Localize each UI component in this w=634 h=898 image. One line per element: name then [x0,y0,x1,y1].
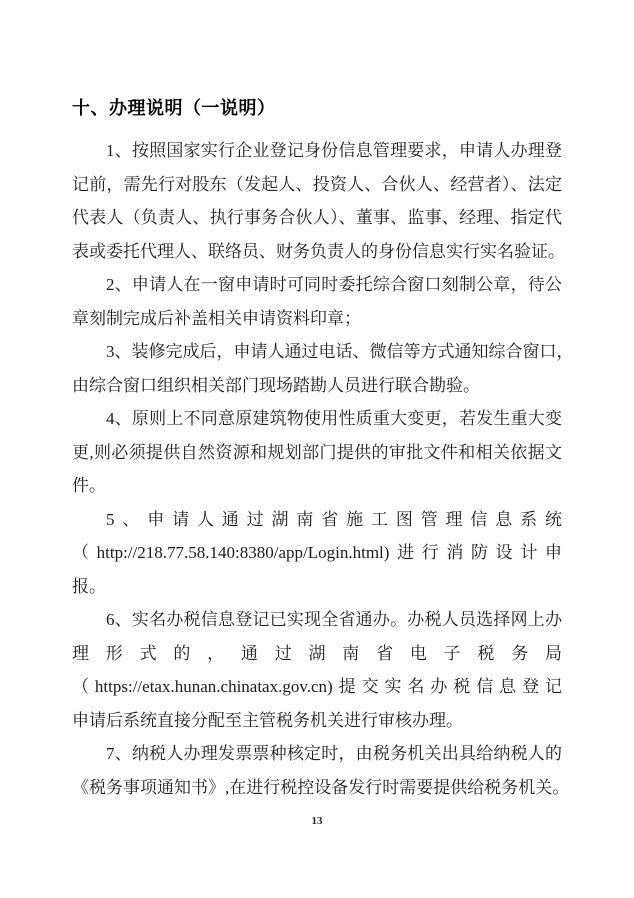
paragraph [72,335,574,402]
text-line: 由综合窗口组织相关部门现场踏勘人员进行联合勘验。 [72,375,480,395]
paragraph [72,503,562,604]
text-line: 记前，需先行对股东（发起人、投资人、合伙人、经营者）、法定 [72,174,562,194]
text-line: 理形式的，通过湖南省电子税务局 [72,643,562,663]
text-line: 章刻制完成后补盖相关申请资料印章； [72,308,361,328]
text-line: 3、装修完成后，申请人通过电话、微信等方式通知综合窗口， [106,342,574,361]
text-line: 件。 [72,476,106,495]
text-line: 申请后系统直接分配至主管税务机关进行审核办理。 [72,710,463,730]
text-line: 表或委托代理人、联络员、财务负责人的身份信息实行实名验证。 [72,241,565,261]
text-line: 更,则必须提供自然资源和规划部门提供的审批文件和相关依据文 [72,442,562,462]
text-line: 7、纳税人办理发票票种核定时，由税务机关出具给纳税人的 [106,744,562,763]
text-line: 代表人（负责人、执行事务合伙人）、董事、监事、经理、指定代 [72,208,562,227]
text-line: 2、申请人在一窗申请时可同时委托综合窗口刻制公章，待公 [106,275,562,294]
section-title: 十、办理说明（一说明） [72,98,276,118]
document-body [72,134,574,804]
page-number: 13 [311,815,323,827]
paragraph [72,737,570,804]
text-line: 6、实名办税信息登记已实现全省通办。办税人员选择网上办 [106,610,562,629]
text-line: 《税务事项通知书》,在进行税控设备发行时需要提供给税务机关。 [72,777,570,797]
text-line: （https://etax.hunan.chinatax.gov.cn)提交实名办税信息登记 [72,677,562,696]
text-line: 报。 [72,576,106,596]
text-line: 4、原则上不同意原建筑物使用性质重大变更，若发生重大变 [106,409,562,428]
paragraph [72,402,562,503]
text-line: 1、按照国家实行企业登记身份信息管理要求，申请人办理登 [106,141,562,160]
document-content [72,92,574,804]
paragraph [72,134,565,268]
text-line: （http://218.77.58.140:8380/app/Login.html)进行消防设计申 [72,543,562,562]
paragraph [72,603,562,737]
text-line: 5、申请人通过湖南省施工图管理信息系统 [106,509,562,529]
paragraph [72,268,562,335]
